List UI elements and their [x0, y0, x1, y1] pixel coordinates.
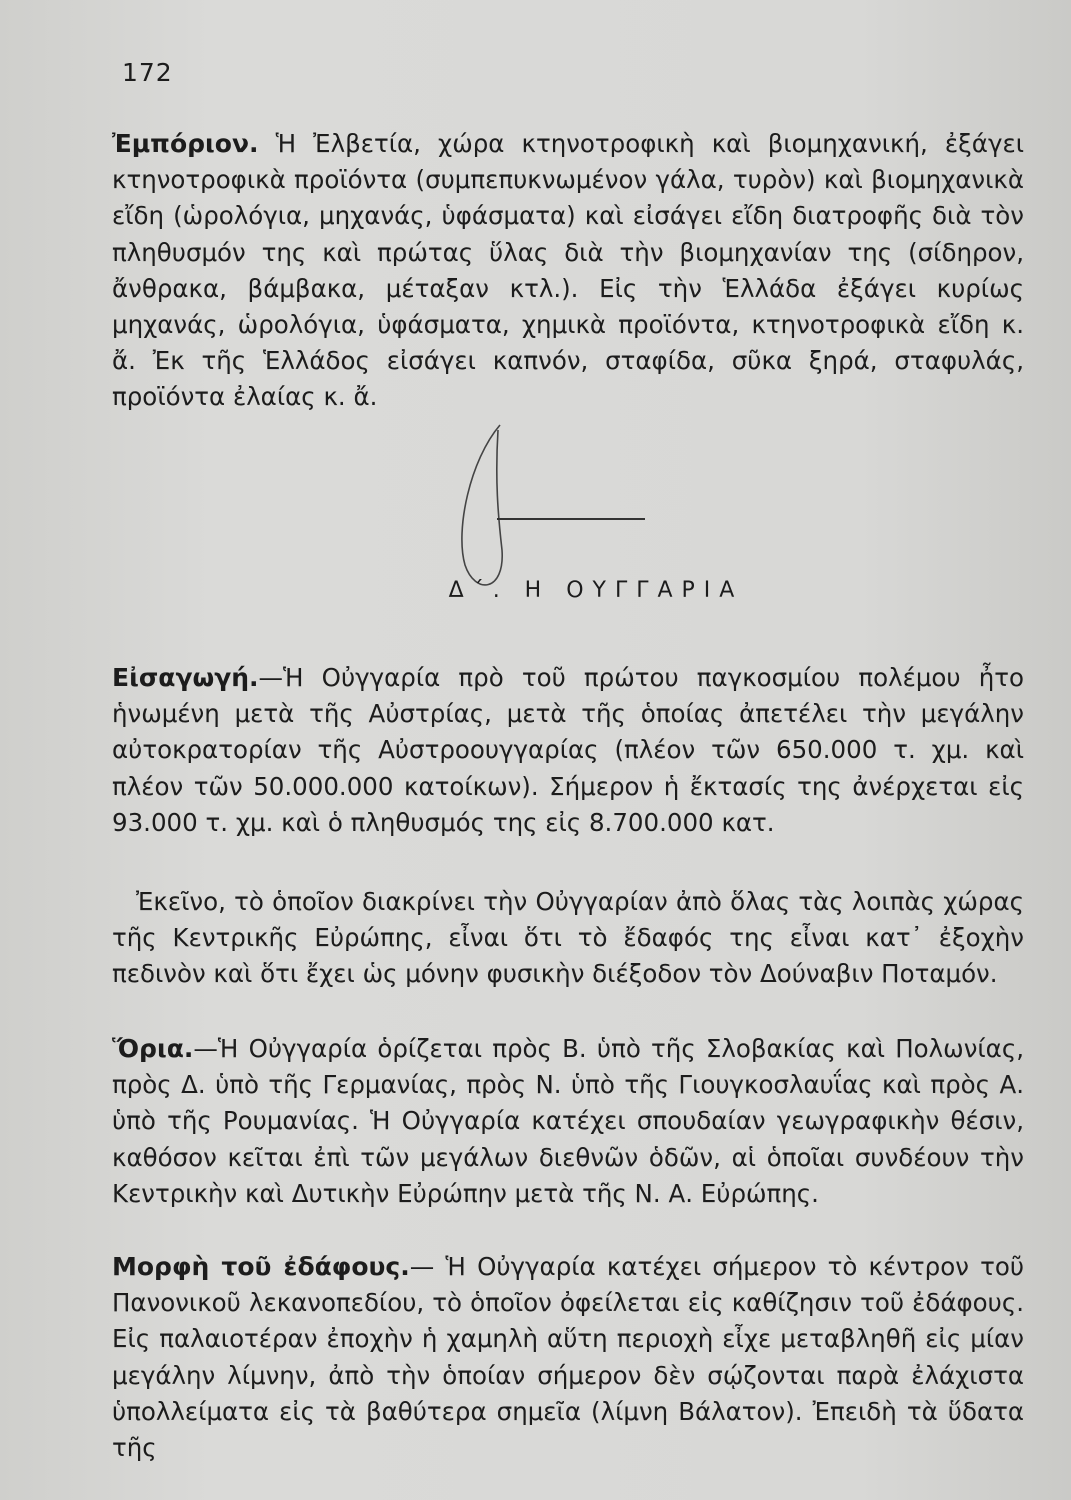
paragraph-text: —Ἡ Οὐγγαρία ὁρίζεται πρὸς Β. ὑπὸ τῆς Σλοβακίας καὶ Πολωνίας, πρὸς Δ. ὑπὸ τῆς Γερμανίας, πρὸς Ν. ὑπὸ τῆς Γιουγκοσλαυΐας καὶ πρὸς Α. ὑπὸ τῆς Ρουμανίας. Ἡ Οὐγγαρία κατέχει σπουδαίαν γεωγραφικὴν θέσιν, καθόσον κεῖται ἐπὶ τῶν μεγάλων διεθνῶν ὁδῶν, αἱ ὁποῖαι συνδέουν τὴν Κεντρικὴν καὶ Δυτικὴν Εὐρώπην μετὰ τῆς Ν. Α. Εὐρώπης.: [112, 1034, 1024, 1208]
paragraph-text: Ἐκεῖνο, τὸ ὁποῖον διακρίνει τὴν Οὐγγαρίαν ἀπὸ ὅλας τὰς λοιπὰς χώρας τῆς Κεντρικῆς Εὐρώπης, εἶναι ὅτι τὸ ἔδαφός της εἶναι κατ᾿ ἐξοχὴν πεδινὸν καὶ ὅτι ἔχει ὡς μόνην φυσικὴν διέξοδον τὸν Δούναβιν Ποταμόν.: [112, 887, 1024, 989]
paragraph-terrain-note: [112, 884, 1024, 993]
paragraph-text: —Ἡ Οὐγγαρία πρὸ τοῦ πρώτου παγκοσμίου πολέμου ἦτο ἡνωμένη μετὰ τῆς Αὐστρίας, μετὰ τῆς ὁποίας ἀπετέλει τὴν μεγάλην αὐτοκρατορίαν τῆς Αὐστροουγγαρίας (πλέον τῶν 650.000 τ. χμ. καὶ πλέον τῶν 50.000.000 κατοίκων). Σήμερον ἡ ἔκτασίς της ἀνέρχεται εἰς 93.000 τ. χμ. καὶ ὁ πληθυσμός της εἰς 8.700.000 κατ.: [112, 663, 1024, 837]
paragraph-commerce: [112, 126, 1024, 416]
paragraph-introduction: [112, 660, 1024, 841]
paragraph-lead: Ἐμπόριον.: [112, 129, 259, 158]
paragraph-landform: [112, 1249, 1024, 1466]
page-number: 172: [122, 58, 173, 87]
paragraph-lead: Εἰσαγωγή.: [112, 663, 259, 692]
paragraph-borders: [112, 1031, 1024, 1212]
section-divider: [497, 518, 645, 520]
pen-mark-icon: [440, 420, 550, 600]
section-title: Δ΄. Η ΟΥΓΓΑΡΙΑ: [448, 578, 744, 603]
paragraph-text: Ἡ Ἐλβετία, χώρα κτηνοτροφικὴ καὶ βιομηχανική, ἐξάγει κτηνοτροφικὰ προϊόντα (συμπεπυκνωμένον γάλα, τυρὸν) καὶ βιομηχανικὰ εἴδη (ὡρολόγια, μηχανάς, ὑφάσματα) καὶ εἰσάγει εἴδη διατροφῆς διὰ τὸν πληθυσμόν της καὶ πρώτας ὕλας διὰ τὴν βιομηχανίαν της (σίδηρον, ἄνθρακα, βάμβακα, μέταξαν κτλ.). Εἰς τὴν Ἑλλάδα ἐξάγει κυρίως μηχανάς, ὡρολόγια, ὑφάσματα, χημικὰ προϊόντα, κτηνοτροφικὰ εἴδη κ. ἄ. Ἐκ τῆς Ἑλλάδος εἰσάγει καπνόν, σταφίδα, σῦκα ξηρά, σταφυλάς, προϊόντα ἐλαίας κ. ἄ.: [112, 129, 1024, 412]
paragraph-lead: Μορφὴ τοῦ ἐδάφους.: [112, 1252, 410, 1281]
paragraph-text: — Ἡ Οὐγγαρία κατέχει σήμερον τὸ κέντρον τοῦ Πανονικοῦ λεκανοπεδίου, τὸ ὁποῖον ὀφείλεται εἰς καθίζησιν τοῦ ἐδάφους. Εἰς παλαιοτέραν ἐποχὴν ἡ χαμηλὴ αὕτη περιοχὴ εἶχε μεταβληθῆ εἰς μίαν μεγάλην λίμνην, ἀπὸ τὴν ὁποίαν σήμερον δὲν σῴζονται παρὰ ἐλάχιστα ὑπολλείματα εἰς τὰ βαθύτερα σημεῖα (λίμνη Βάλατον). Ἐπειδὴ τὰ ὕδατα τῆς: [112, 1252, 1025, 1463]
paragraph-lead: Ὅρια.: [112, 1034, 194, 1063]
